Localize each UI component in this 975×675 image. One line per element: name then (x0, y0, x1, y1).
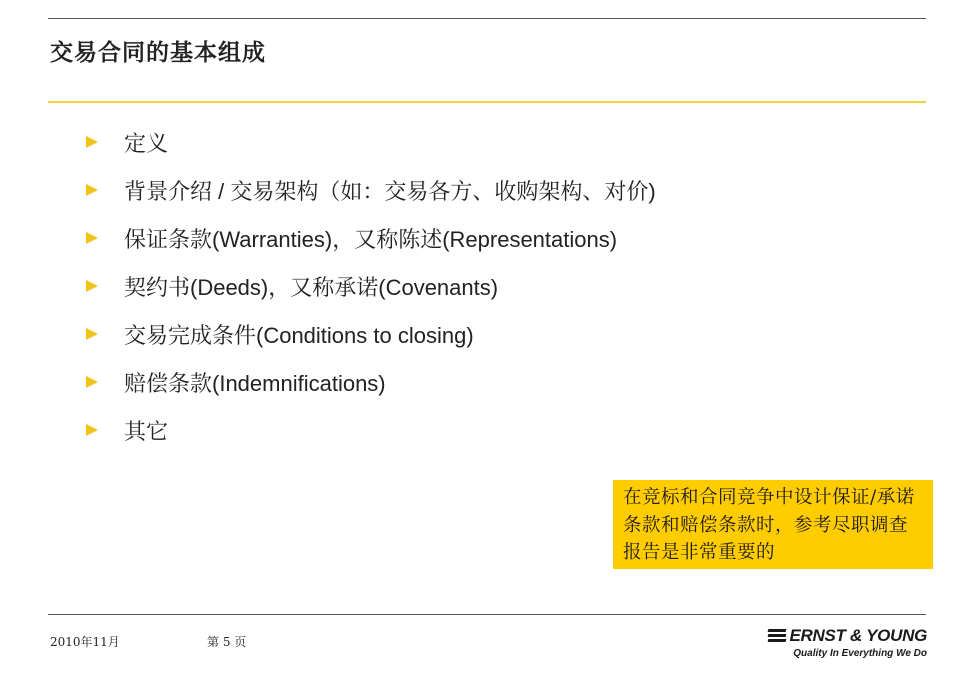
callout-text: 在竞标和合同竞争中设计保证/承诺条款和赔偿条款时，参考尽职调查报告是非常重要的 (623, 487, 915, 563)
bullet-list (86, 118, 656, 454)
bullet-text: 契约书(Deeds)，又称承诺(Covenants) (124, 274, 499, 300)
triangle-bullet-icon (86, 328, 98, 340)
bullet-item (86, 406, 656, 454)
footer-date: 2010年11月 (50, 635, 120, 649)
logo-name: ERNST & YOUNG (789, 626, 927, 645)
bullet-text: 赔偿条款(Indemnifications) (124, 370, 386, 396)
bullet-item (86, 166, 656, 214)
bullet-item (86, 262, 656, 310)
bullet-item (86, 310, 656, 358)
triangle-bullet-icon (86, 376, 98, 388)
top-divider (48, 18, 926, 19)
bullet-item (86, 214, 656, 262)
triangle-bullet-icon (86, 232, 98, 244)
bullet-text: 保证条款(Warranties)，又称陈述(Representations) (124, 226, 618, 252)
bullet-item (86, 358, 656, 406)
logo-bars-icon (768, 629, 786, 643)
bullet-text: 背景介绍 / 交易架构（如：交易各方、收购架构、对价) (124, 178, 656, 204)
bullet-text: 定义 (124, 130, 169, 156)
logo-tagline: Quality In Everything We Do (793, 648, 927, 659)
ernst-young-logo (768, 626, 927, 659)
page-number: 第 5 页 (207, 635, 247, 649)
logo-wordmark (768, 626, 927, 646)
triangle-bullet-icon (86, 184, 98, 196)
triangle-bullet-icon (86, 136, 98, 148)
bullet-text: 其它 (124, 418, 169, 444)
bullet-text: 交易完成条件(Conditions to closing) (124, 322, 474, 348)
slide-title: 交易合同的基本组成 (50, 39, 266, 66)
title-underline (48, 101, 926, 103)
bullet-item (86, 118, 656, 166)
triangle-bullet-icon (86, 424, 98, 436)
triangle-bullet-icon (86, 280, 98, 292)
footer-divider (48, 614, 926, 615)
